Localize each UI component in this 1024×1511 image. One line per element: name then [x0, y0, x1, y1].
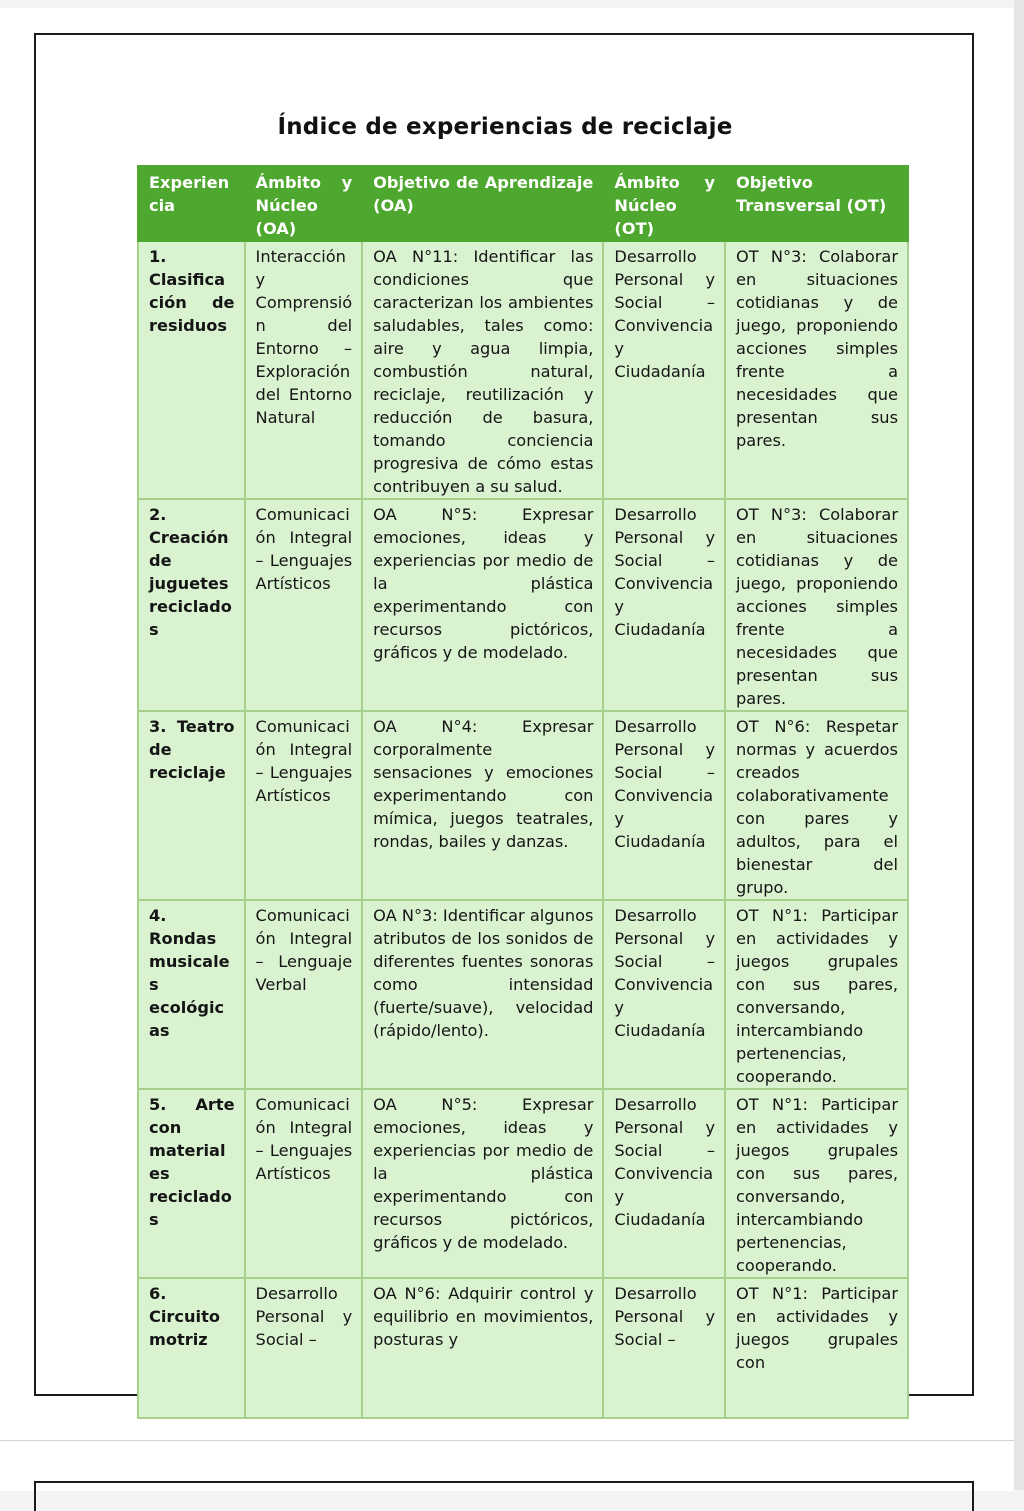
cell-ambito-oa: Desarrollo Personal y Social –	[245, 1278, 363, 1418]
cell-experiencia: 4. Rondas musicales ecológicas	[138, 900, 245, 1089]
table-row	[138, 900, 908, 1089]
cell-ambito-oa: Comunicación Integral – Lenguajes Artísticos	[245, 1089, 363, 1278]
experiences-table-container	[137, 165, 909, 1372]
cell-objetivo-oa: OA N°5: Expresar emociones, ideas y experiencias por medio de la plástica experimentando con recursos pictóricos, gráficos y de modelado.	[362, 1089, 603, 1278]
cell-ambito-ot: Desarrollo Personal y Social –	[603, 1278, 725, 1418]
table-header-row	[138, 166, 908, 241]
cell-objetivo-oa: OA N°3: Identificar algunos atributos de los sonidos de diferentes fuentes sonoras como intensidad (fuerte/suave), velocidad (rápido/lento).	[362, 900, 603, 1089]
cell-objetivo-ot: OT N°3: Colaborar en situaciones cotidianas y de juego, proponiendo acciones simples frente a necesidades que presentan sus pares.	[725, 499, 908, 711]
cell-ambito-ot: Desarrollo Personal y Social – Convivencia y Ciudadanía	[603, 241, 725, 499]
cell-ambito-oa: Comunicación Integral – Lenguajes Artísticos	[245, 711, 363, 900]
header-objetivo-ot: Objetivo Transversal (OT)	[725, 166, 908, 241]
header-ambito-oa: Ámbito y Núcleo (OA)	[245, 166, 363, 241]
header-objetivo-oa: Objetivo de Aprendizaje (OA)	[362, 166, 603, 241]
table-row	[138, 1089, 908, 1278]
cell-ambito-oa: Comunicación Integral – Lenguaje Verbal	[245, 900, 363, 1089]
cell-objetivo-oa: OA N°6: Adquirir control y equilibrio en movimientos, posturas y	[362, 1278, 603, 1418]
cell-objetivo-ot: OT N°3: Colaborar en situaciones cotidianas y de juego, proponiendo acciones simples frente a necesidades que presentan sus pares.	[725, 241, 908, 499]
cell-experiencia: 1. Clasificación de residuos	[138, 241, 245, 499]
cell-objetivo-ot: OT N°1: Participar en actividades y juegos grupales con	[725, 1278, 908, 1418]
cell-ambito-ot: Desarrollo Personal y Social – Convivencia y Ciudadanía	[603, 499, 725, 711]
document-title: Índice de experiencias de reciclaje	[277, 114, 733, 140]
cell-objetivo-oa: OA N°4: Expresar corporalmente sensaciones y emociones experimentando con mímica, juegos teatrales, rondas, bailes y danzas.	[362, 711, 603, 900]
cell-objetivo-ot: OT N°1: Participar en actividades y juegos grupales con sus pares, conversando, intercambiando pertenencias, cooperando.	[725, 900, 908, 1089]
scrollbar-track[interactable]	[1014, 0, 1024, 1490]
header-ambito-ot: Ámbito y Núcleo (OT)	[603, 166, 725, 241]
cell-ambito-ot: Desarrollo Personal y Social – Convivencia y Ciudadanía	[603, 711, 725, 900]
experiences-table	[137, 165, 909, 1419]
table-row	[138, 711, 908, 900]
cell-ambito-ot: Desarrollo Personal y Social – Convivencia y Ciudadanía	[603, 900, 725, 1089]
cell-experiencia: 3. Teatro de reciclaje	[138, 711, 245, 900]
cell-experiencia: 6. Circuito motriz	[138, 1278, 245, 1418]
cell-ambito-oa: Comunicación Integral – Lenguajes Artísticos	[245, 499, 363, 711]
table-row	[138, 499, 908, 711]
cell-ambito-oa: Interacción y Comprensión del Entorno – Exploración del Entorno Natural	[245, 241, 363, 499]
table-row	[138, 1278, 908, 1418]
cell-experiencia: 5. Arte con materiales reciclados	[138, 1089, 245, 1278]
cell-ambito-ot: Desarrollo Personal y Social – Convivencia y Ciudadanía	[603, 1089, 725, 1278]
header-experiencia: Experiencia	[138, 166, 245, 241]
cell-objetivo-oa: OA N°5: Expresar emociones, ideas y experiencias por medio de la plástica experimentando con recursos pictóricos, gráficos y de modelado.	[362, 499, 603, 711]
next-page-border	[34, 1481, 974, 1511]
cell-experiencia: 2. Creación de juguetes reciclados	[138, 499, 245, 711]
cell-objetivo-ot: OT N°6: Respetar normas y acuerdos creados colaborativamente con pares y adultos, para el bienestar del grupo.	[725, 711, 908, 900]
table-row	[138, 241, 908, 499]
cell-objetivo-oa: OA N°11: Identificar las condiciones que caracterizan los ambientes saludables, tales como: aire y agua limpia, combustión natural, reciclaje, reutilización y reducción de basura, tomando conciencia progresiva de cómo estas contribuyen a su salud.	[362, 241, 603, 499]
cell-objetivo-ot: OT N°1: Participar en actividades y juegos grupales con sus pares, conversando, intercambiando pertenencias, cooperando.	[725, 1089, 908, 1278]
